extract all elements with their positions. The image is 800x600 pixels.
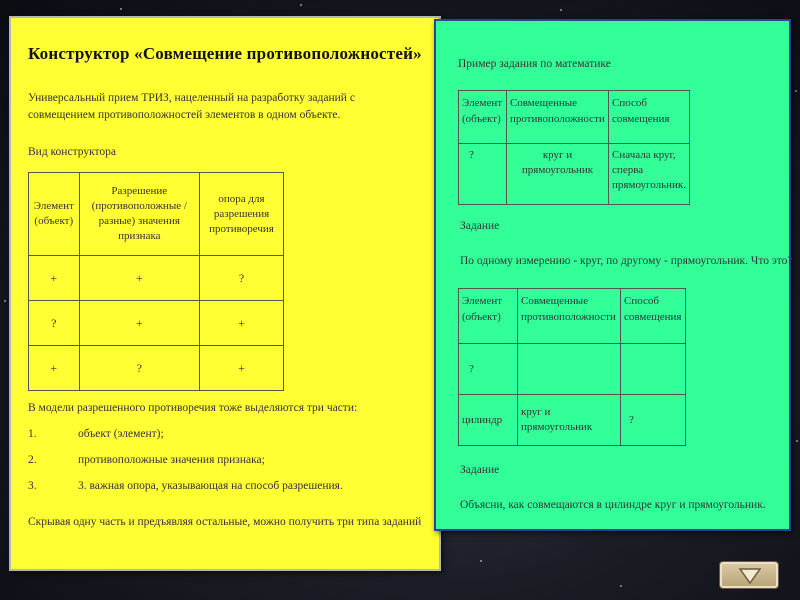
table-cell: ? — [79, 346, 199, 391]
table-cell: цилиндр — [459, 395, 518, 446]
note-text: В модели разрешенного противоречия тоже выделяются три части: — [28, 402, 358, 414]
header-cell: Разрешение (противоположные / разные) значения признака — [79, 173, 199, 256]
star — [120, 8, 122, 10]
table-cell: + — [29, 346, 80, 391]
next-slide-button[interactable] — [720, 562, 778, 588]
list-text: противоположные значения признака; — [78, 454, 265, 466]
header-cell: опора для разрешения противоречия — [199, 173, 283, 256]
task2-text: Объясни, как совмещаются в цилиндре круг и прямоугольник. — [460, 499, 766, 511]
page-title: Конструктор «Совмещение противоположностей» — [28, 44, 422, 63]
table-cell: + — [199, 346, 283, 391]
table-row — [29, 301, 284, 346]
table-row — [459, 395, 686, 446]
parts-list — [28, 428, 343, 506]
star — [795, 90, 797, 92]
triangle-down-icon — [738, 567, 762, 585]
outro-text: Скрывая одну часть и предъявляя остальные, можно получить три типа заданий — [28, 516, 422, 528]
table-row — [29, 256, 284, 301]
header-cell: Совмещенные противоположности — [518, 289, 621, 344]
constructor-table — [28, 172, 284, 391]
table-cell: круг и прямоугольник — [506, 144, 608, 205]
example-table — [458, 90, 690, 205]
task1-text: По одному измерению - круг, по другому - прямоугольник. Что это? — [460, 255, 793, 267]
header-cell: Совмещенные противоположности — [506, 91, 608, 144]
example-label: Пример задания по математике — [458, 58, 611, 70]
table-cell: ? — [29, 301, 80, 346]
table-cell: + — [79, 256, 199, 301]
table-cell: ? — [459, 344, 518, 395]
table-row — [459, 144, 690, 205]
task-table — [458, 288, 686, 446]
list-item — [28, 428, 343, 454]
star — [796, 440, 798, 442]
table-cell: ? — [621, 395, 686, 446]
header-cell: Элемент (объект) — [459, 289, 518, 344]
table-cell: + — [29, 256, 80, 301]
table-cell: ? — [459, 144, 507, 205]
table-cell: Сначала круг, сперва прямоугольник. — [609, 144, 690, 205]
table-row — [29, 346, 284, 391]
star — [620, 585, 622, 587]
table-cell: + — [79, 301, 199, 346]
table-cell: круг и прямоугольник — [518, 395, 621, 446]
table-cell: ? — [199, 256, 283, 301]
star — [560, 9, 562, 11]
list-text: объект (элемент); — [78, 428, 164, 440]
list-item — [28, 480, 343, 506]
list-text: 3. важная опора, указывающая на способ разрешения. — [78, 480, 343, 492]
view-label: Вид конструктора — [28, 146, 116, 158]
header-cell: Элемент (объект) — [459, 91, 507, 144]
list-item — [28, 454, 343, 480]
list-number: 1. — [28, 428, 37, 440]
header-cell: Способ совмещения — [609, 91, 690, 144]
intro-text: Универсальный прием ТРИЗ, нацеленный на разработку заданий с совмещением противоположностей элементов в одном объекте. — [28, 92, 355, 121]
star — [4, 300, 6, 302]
task2-label: Задание — [460, 464, 500, 476]
table-cell — [518, 344, 621, 395]
table-row — [459, 344, 686, 395]
list-number: 2. — [28, 454, 37, 466]
star — [300, 4, 302, 6]
table-cell: + — [199, 301, 283, 346]
header-cell: Способ совмещения — [621, 289, 686, 344]
list-number: 3. — [28, 480, 37, 492]
header-cell: Элемент (объект) — [29, 173, 80, 256]
task1-label: Задание — [460, 220, 500, 232]
star — [480, 560, 482, 562]
table-cell — [621, 344, 686, 395]
